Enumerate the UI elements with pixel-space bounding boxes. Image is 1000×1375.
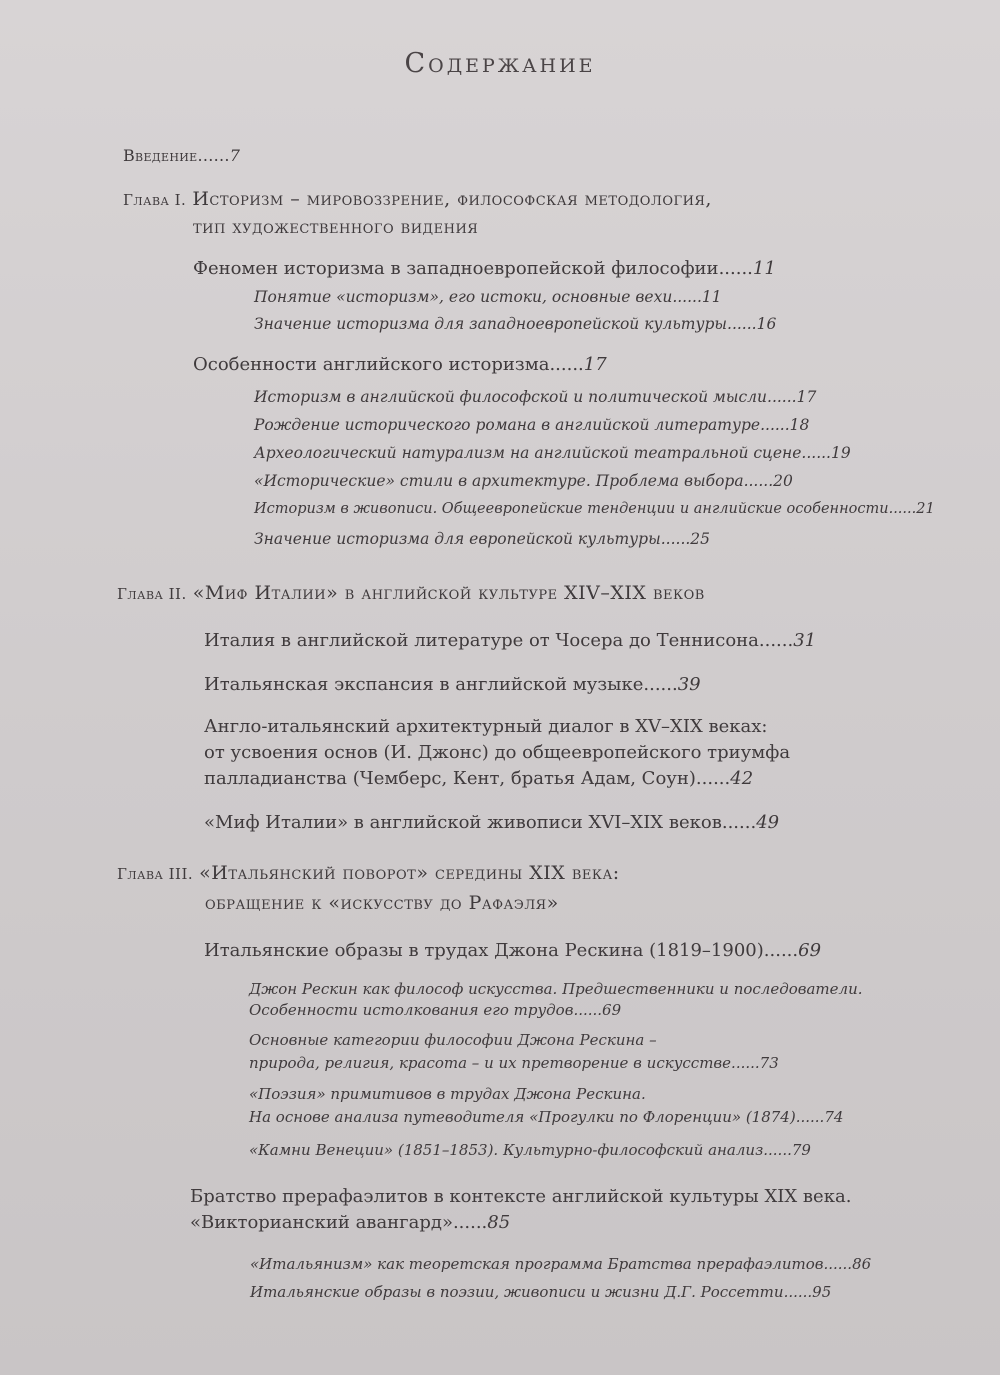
- chapter-title-line: обращение к «искусству до Рафаэля»: [205, 892, 559, 914]
- page-title: Содержание: [404, 48, 596, 79]
- chapter-title-line: «Миф Италии» в английской культуре XIV–XIX веков: [192, 582, 705, 604]
- chapter-1-heading: [123, 188, 712, 210]
- toc-entry-title: «Итальянизм» как теоретская программа Братства прерафаэлитов: [250, 1255, 824, 1273]
- toc-page-number: 19: [830, 444, 851, 462]
- chapter-title-line: «Итальянский поворот» середины XIX века:: [199, 862, 620, 884]
- toc-page-number: 74: [824, 1108, 844, 1126]
- toc-subsection: Историзм в английской философской и политической мысли......17: [254, 388, 817, 406]
- toc-section: Итальянская экспансия в английской музыке......39: [204, 674, 701, 695]
- toc-page-number: 11: [701, 288, 722, 306]
- toc-section-line: Братство прерафаэлитов в контексте английской культуры XIX века.: [190, 1186, 852, 1207]
- toc-page-number: 20: [773, 472, 793, 490]
- toc-entry-title: Феномен историзма в западноевропейской философии: [193, 258, 719, 279]
- toc-subsection: природа, религия, красота – и их претворение в искусстве......73: [249, 1054, 779, 1072]
- toc-subsection: Рождение исторического романа в английской литературе......18: [254, 416, 810, 434]
- toc-section: Италия в английской литературе от Чосера до Теннисона......31: [204, 630, 817, 651]
- toc-entry-title: палладианства (Чемберс, Кент, братья Адам, Соун): [204, 768, 696, 789]
- toc-entry-title: Италия в английской литературе от Чосера до Теннисона: [204, 630, 759, 651]
- toc-page-number: 17: [796, 388, 817, 406]
- toc-section: Итальянские образы в трудах Джона Рескина (1819–1900)......69: [204, 940, 822, 961]
- toc-subsection: Археологический натурализм на английской театральной сцене......19: [254, 444, 851, 462]
- toc-page-number: 69: [602, 1001, 622, 1019]
- toc-page-number: 79: [791, 1141, 811, 1159]
- toc-entry-title: «Камни Венеции» (1851–1853). Культурно-философский анализ: [249, 1141, 764, 1159]
- chapter-title-line: тип художественного видения: [193, 216, 479, 238]
- toc-entry-title: природа, религия, красота – и их претворение в искусстве: [249, 1054, 732, 1072]
- toc-entry-title: На основе анализа путеводителя «Прогулки по Флоренции» (1874): [249, 1108, 796, 1126]
- toc-entry-title: «Миф Италии» в английской живописи XVI–XIX веков: [204, 812, 722, 833]
- toc-subsection: Значение историзма для европейской культуры......25: [254, 530, 711, 548]
- toc-subsection: Итальянские образы в поэзии, живописи и жизни Д.Г. Россетти......95: [250, 1283, 832, 1301]
- toc-entry-title: Рождение исторического романа в английской литературе: [254, 416, 761, 434]
- toc-page-number: 49: [756, 812, 780, 833]
- toc-entry-title: Особенности английского историзма: [193, 354, 550, 375]
- toc-page-number: 31: [793, 630, 817, 651]
- toc-page-number: 17: [583, 354, 607, 375]
- toc-section: «Викторианский авангард»......85: [190, 1212, 511, 1233]
- toc-section-line: от усвоения основ (И. Джонс) до общеевропейского триумфа: [204, 742, 791, 763]
- toc-entry-title: Итальянские образы в поэзии, живописи и жизни Д.Г. Россетти: [250, 1283, 784, 1301]
- toc-page-number: 69: [798, 940, 822, 961]
- toc-entry-title: Значение историзма для западноевропейской культуры: [254, 315, 728, 333]
- toc-entry-title: Особенности истолкования его трудов: [249, 1001, 574, 1019]
- toc-subsection: «Камни Венеции» (1851–1853). Культурно-философский анализ......79: [249, 1141, 811, 1159]
- toc-page-number: 7: [229, 146, 241, 165]
- toc-page-number: 86: [852, 1255, 872, 1273]
- toc-subsection: Историзм в живописи. Общеевропейские тенденции и английские особенности......21: [254, 501, 935, 517]
- toc-page-number: 39: [677, 674, 701, 695]
- toc-entry-title: Введение: [123, 146, 198, 165]
- toc-subsection-line: «Поэзия» примитивов в трудах Джона Рескина.: [249, 1085, 646, 1103]
- toc-subsection: «Исторические» стили в архитектуре. Проблема выбора......20: [254, 472, 793, 490]
- toc-page-number: 18: [789, 416, 810, 434]
- toc-subsection-line: Джон Рескин как философ искусства. Предшественники и последователи.: [249, 980, 863, 998]
- toc-section: «Миф Италии» в английской живописи XVI–XIX веков......49: [204, 812, 780, 833]
- toc-subsection: Понятие «историзм», его истоки, основные вехи......11: [254, 288, 722, 306]
- chapter-title-line: Историзм – мировоззрение, философская методология,: [192, 188, 712, 210]
- chapter-label: Глава II.: [117, 585, 187, 603]
- toc-entry-title: «Исторические» стили в архитектуре. Проблема выбора: [254, 472, 744, 490]
- toc-subsection: На основе анализа путеводителя «Прогулки по Флоренции» (1874)......74: [249, 1108, 844, 1126]
- toc-entry-title: Значение историзма для европейской культуры: [254, 530, 661, 548]
- toc-entry-title: Итальянская экспансия в английской музыке: [204, 674, 644, 695]
- toc-entry-title: Археологический натурализм на английской театральной сцене: [254, 444, 802, 462]
- toc-entry-title: Историзм в живописи. Общеевропейские тенденции и английские особенности: [254, 501, 889, 517]
- toc-entry-title: «Викторианский авангард»: [190, 1212, 453, 1233]
- toc-page-number: 11: [752, 258, 776, 279]
- toc-section: палладианства (Чемберс, Кент, братья Адам, Соун)......42: [204, 768, 754, 789]
- chapter-label: Глава I.: [123, 191, 187, 209]
- toc-entry-title: Историзм в английской философской и политической мысли: [254, 388, 768, 406]
- toc-section: Особенности английского историзма......17: [193, 354, 607, 375]
- toc-page-number: 85: [487, 1212, 511, 1233]
- toc-entry-title: Понятие «историзм», его истоки, основные вехи: [254, 288, 673, 306]
- toc-page-number: 25: [690, 530, 711, 548]
- toc-subsection: Значение историзма для западноевропейской культуры......16: [254, 315, 777, 333]
- toc-entry-intro: Введение......7: [123, 146, 241, 165]
- toc-section-line: Англо-итальянский архитектурный диалог в XV–XIX веках:: [204, 716, 768, 737]
- chapter-label: Глава III.: [117, 865, 194, 883]
- toc-page-number: 16: [756, 315, 777, 333]
- toc-page-number: 73: [759, 1054, 779, 1072]
- toc-subsection: «Итальянизм» как теоретская программа Братства прерафаэлитов......86: [250, 1255, 872, 1273]
- toc-subsection-line: Основные категории философии Джона Рескина –: [249, 1031, 657, 1049]
- toc-section: Феномен историзма в западноевропейской философии......11: [193, 258, 776, 279]
- toc-page-number: 95: [812, 1283, 832, 1301]
- toc-entry-title: Итальянские образы в трудах Джона Рескина (1819–1900): [204, 940, 764, 961]
- chapter-3-heading: [117, 862, 620, 884]
- toc-subsection: Особенности истолкования его трудов......69: [249, 1001, 622, 1019]
- toc-page-number: 21: [916, 501, 935, 517]
- chapter-2-heading: [117, 582, 705, 604]
- toc-page-number: 42: [730, 768, 754, 789]
